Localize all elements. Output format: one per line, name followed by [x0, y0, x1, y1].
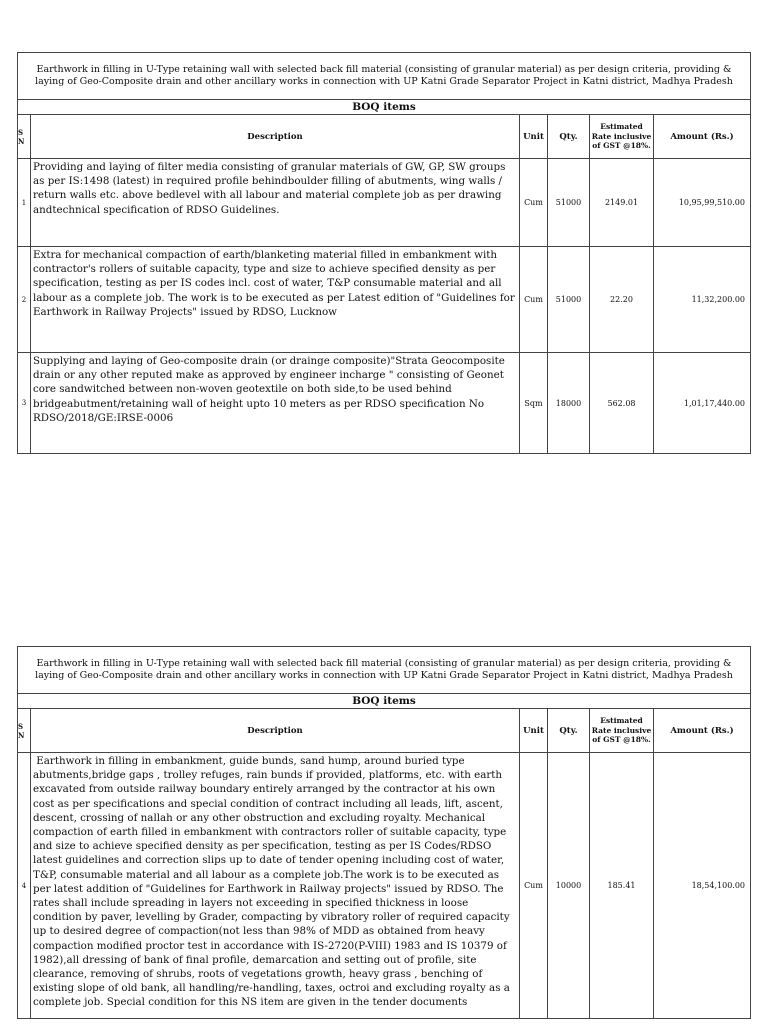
row-description: Providing and laying of filter media consisting of granular materials of GW, GP, SW groups as per IS:1498 (latest) in required profile behindboulder filling of abutments, wing walls / return walls etc. above bedlevel with all labour and material complete job as per drawing andtechnical specification of RDSO Guidelines. — [31, 159, 520, 247]
row-qty: 51000 — [548, 247, 590, 353]
header-rate: Estimated Rate inclusive of GST @18%. — [590, 709, 654, 753]
row-unit: Cum — [520, 753, 548, 1019]
table-row — [18, 353, 751, 454]
row-unit: Cum — [520, 159, 548, 247]
header-unit: Unit — [520, 709, 548, 753]
row-qty: 10000 — [548, 753, 590, 1019]
row-unit: Sqm — [520, 353, 548, 454]
section-label: BOQ items — [18, 100, 751, 115]
row-unit: Cum — [520, 247, 548, 353]
header-unit: Unit — [520, 115, 548, 159]
header-rate: Estimated Rate inclusive of GST @18%. — [590, 115, 654, 159]
table-row — [18, 159, 751, 247]
row-qty: 51000 — [548, 159, 590, 247]
row-sn: 4 — [18, 753, 31, 1019]
row-sn: 2 — [18, 247, 31, 353]
row-qty: 18000 — [548, 353, 590, 454]
row-rate: 185.41 — [590, 753, 654, 1019]
header-qty: Qty. — [548, 115, 590, 159]
row-rate: 562.08 — [590, 353, 654, 454]
section-label: BOQ items — [18, 694, 751, 709]
table-title: Earthwork in filling in U-Type retaining wall with selected back fill material (consisting of granular material) as per design criteria, providing & laying of Geo-Composite drain and other ancillary works in connection with UP Katni Grade Separator Project in Katni district, Madhya Pradesh — [18, 53, 751, 100]
header-description: Description — [31, 709, 520, 753]
header-sn: S N — [18, 115, 31, 159]
header-amount: Amount (Rs.) — [654, 115, 751, 159]
boq-table-1 — [17, 52, 751, 454]
row-rate: 22.20 — [590, 247, 654, 353]
row-amount: 11,32,200.00 — [654, 247, 751, 353]
boq-table-2 — [17, 646, 751, 1019]
row-amount: 10,95,99,510.00 — [654, 159, 751, 247]
row-description: Extra for mechanical compaction of earth/blanketing material filled in embankment with contractor's rollers of suitable capacity, type and size to achieve specified density as per specification, testing as per IS codes incl. cost of water, T&P consumable material and all labour as a complete job. The work is to be executed as per Latest edition of "Guidelines for Earthwork in Railway Projects" issued by RDSO, Lucknow — [31, 247, 520, 353]
header-sn: S N — [18, 709, 31, 753]
row-amount: 1,01,17,440.00 — [654, 353, 751, 454]
row-sn: 3 — [18, 353, 31, 454]
row-description: Earthwork in filling in embankment, guide bunds, sand hump, around buried type abutments,bridge gaps , trolley refuges, rain bunds if provided, platforms, etc. with earth excavated from outside railway boundary entirely arranged by the contractor at his own cost as per specifications and special condition of contract including all leads, lift, ascent, descent, crossing of nallah or any other obstruction and excluding royalty. Mechanical compaction of earth filled in embankment with contractors roller of suitable capacity, type and size to achieve specified density as per specification, testing as per IS Codes/RDSO latest guidelines and correction slips up to date of tender opening including cost of water, T&P, consumable material and all labour as a complete job.The work is to be executed as per latest addition of "Guidelines for Earthwork in Railway projects" issued by RDSO. The rates shall include spreading in layers not exceeding in specified thickness in loose condition by paver, levelling by Grader, compacting by vibratory roller of required capacity up to desired degree of compaction(not less than 98% of MDD as obtained from heavy compaction modified proctor test in accordance with IS-2720(P-VIII) 1983 and IS 10379 of 1982),all dressing of bank of final profile, demarcation and setting out of profile, site clearance, removing of shrubs, roots of vegetations growth, heavy grass , benching of existing slope of old bank, all handling/re-handling, taxes, octroi and excluding royalty as a complete job. Special condition for this NS item are given in the tender documents — [31, 753, 520, 1019]
row-description: Supplying and laying of Geo-composite drain (or drainge composite)"Strata Geocomposite drain or any other reputed make as approved by engineer incharge " consisting of Geonet core sandwitched between non-woven geotextile on both side,to be used behind bridgeabutment/retaining wall of height upto 10 meters as per RDSO specification No RDSO/2018/GE:IRSE-0006 — [31, 353, 520, 454]
row-rate: 2149.01 — [590, 159, 654, 247]
table-row — [18, 753, 751, 1019]
table-title: Earthwork in filling in U-Type retaining wall with selected back fill material (consisting of granular material) as per design criteria, providing & laying of Geo-Composite drain and other ancillary works in connection with UP Katni Grade Separator Project in Katni district, Madhya Pradesh — [18, 647, 751, 694]
row-amount: 18,54,100.00 — [654, 753, 751, 1019]
header-qty: Qty. — [548, 709, 590, 753]
table-row — [18, 247, 751, 353]
header-description: Description — [31, 115, 520, 159]
header-amount: Amount (Rs.) — [654, 709, 751, 753]
row-sn: 1 — [18, 159, 31, 247]
